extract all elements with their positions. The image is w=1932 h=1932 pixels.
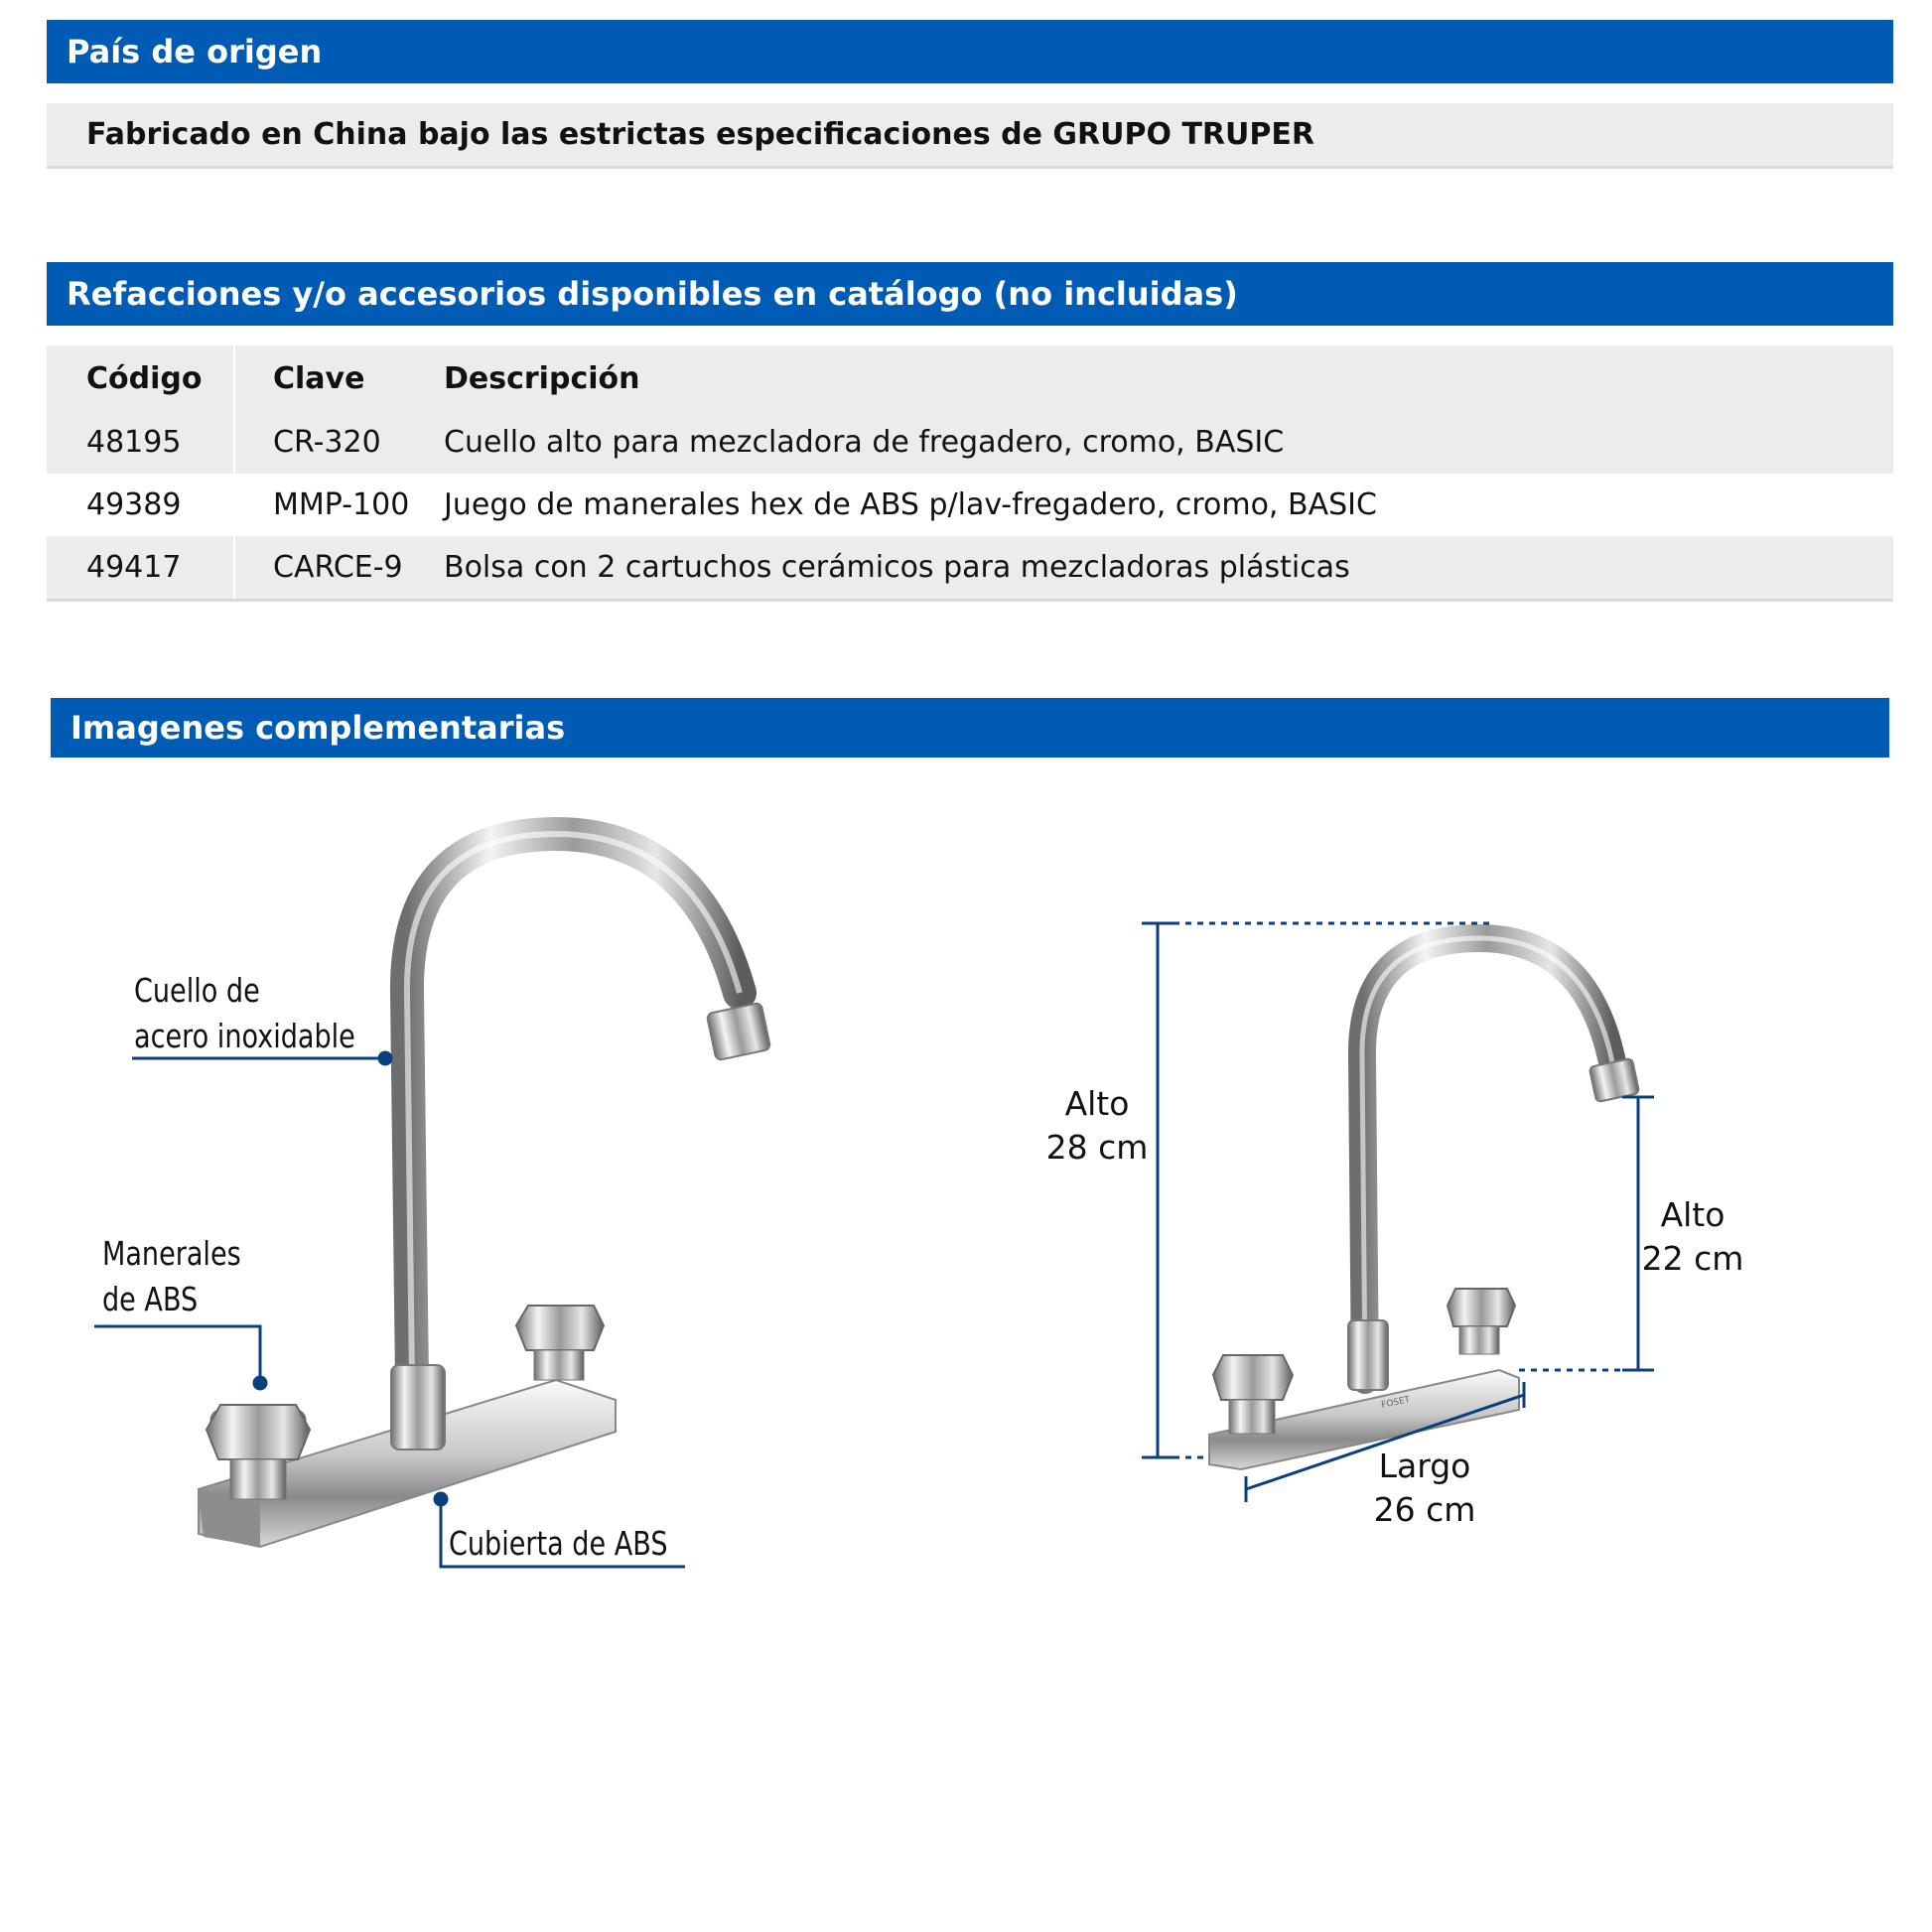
dim-total-height-value: 28 cm xyxy=(1045,1128,1149,1167)
callout-cover-text: Cubierta de ABS xyxy=(449,1524,668,1563)
dim-length-label: Largo xyxy=(1378,1447,1471,1485)
origin-text: Fabricado en China bajo las estrictas especificaciones de GRUPO TRUPER xyxy=(86,117,1314,152)
cell-codigo: 48195 xyxy=(47,411,235,474)
dim-length xyxy=(1350,1445,1499,1532)
parts-section-header: Refacciones y/o accesorios disponibles en catálogo (no incluidas) xyxy=(47,262,1893,326)
callout-handles xyxy=(102,1231,241,1322)
origin-section-header: País de origen xyxy=(47,20,1893,83)
callout-neck-line2: acero inoxidable xyxy=(134,1017,355,1055)
faucet-right xyxy=(1209,938,1639,1469)
faucet-left xyxy=(199,834,770,1547)
cell-clave: CARCE-9 xyxy=(273,550,403,585)
callout-handles-line1: Manerales xyxy=(102,1234,241,1273)
callout-neck-line1: Cuello de xyxy=(134,971,260,1010)
column-header-clave: Clave xyxy=(273,360,365,396)
cell-descripcion: Cuello alto para mezcladora de fregadero, cromo, BASIC xyxy=(444,425,1285,460)
dim-spout-height-label: Alto xyxy=(1660,1195,1725,1234)
cell-clave: MMP-100 xyxy=(273,487,410,522)
dim-spout-height-value: 22 cm xyxy=(1641,1239,1744,1278)
dim-total-height xyxy=(1023,1082,1172,1170)
cell-clave: CR-320 xyxy=(273,425,381,460)
callout-cover xyxy=(449,1521,668,1567)
brand-mark: FOSET xyxy=(1380,1395,1412,1411)
handle-left-back xyxy=(516,1306,604,1380)
cell-descripcion: Bolsa con 2 cartuchos cerámicos para mezcladoras plásticas xyxy=(444,550,1350,585)
dim-total-height-label: Alto xyxy=(1064,1084,1130,1123)
dim-spout-height xyxy=(1618,1193,1767,1281)
images-section-header: Imagenes complementarias xyxy=(51,698,1889,758)
callout-handles-line2: de ABS xyxy=(102,1280,199,1318)
callout-neck xyxy=(134,968,355,1059)
cell-codigo: 49417 xyxy=(47,536,235,599)
cell-descripcion: Juego de manerales hex de ABS p/lav-fregadero, cromo, BASIC xyxy=(444,487,1377,522)
handle-right-back xyxy=(1448,1289,1515,1354)
cell-codigo: 49389 xyxy=(47,474,235,536)
column-header-descripcion: Descripción xyxy=(444,360,640,396)
column-header-codigo: Código xyxy=(47,345,235,411)
dim-length-value: 26 cm xyxy=(1373,1490,1476,1529)
